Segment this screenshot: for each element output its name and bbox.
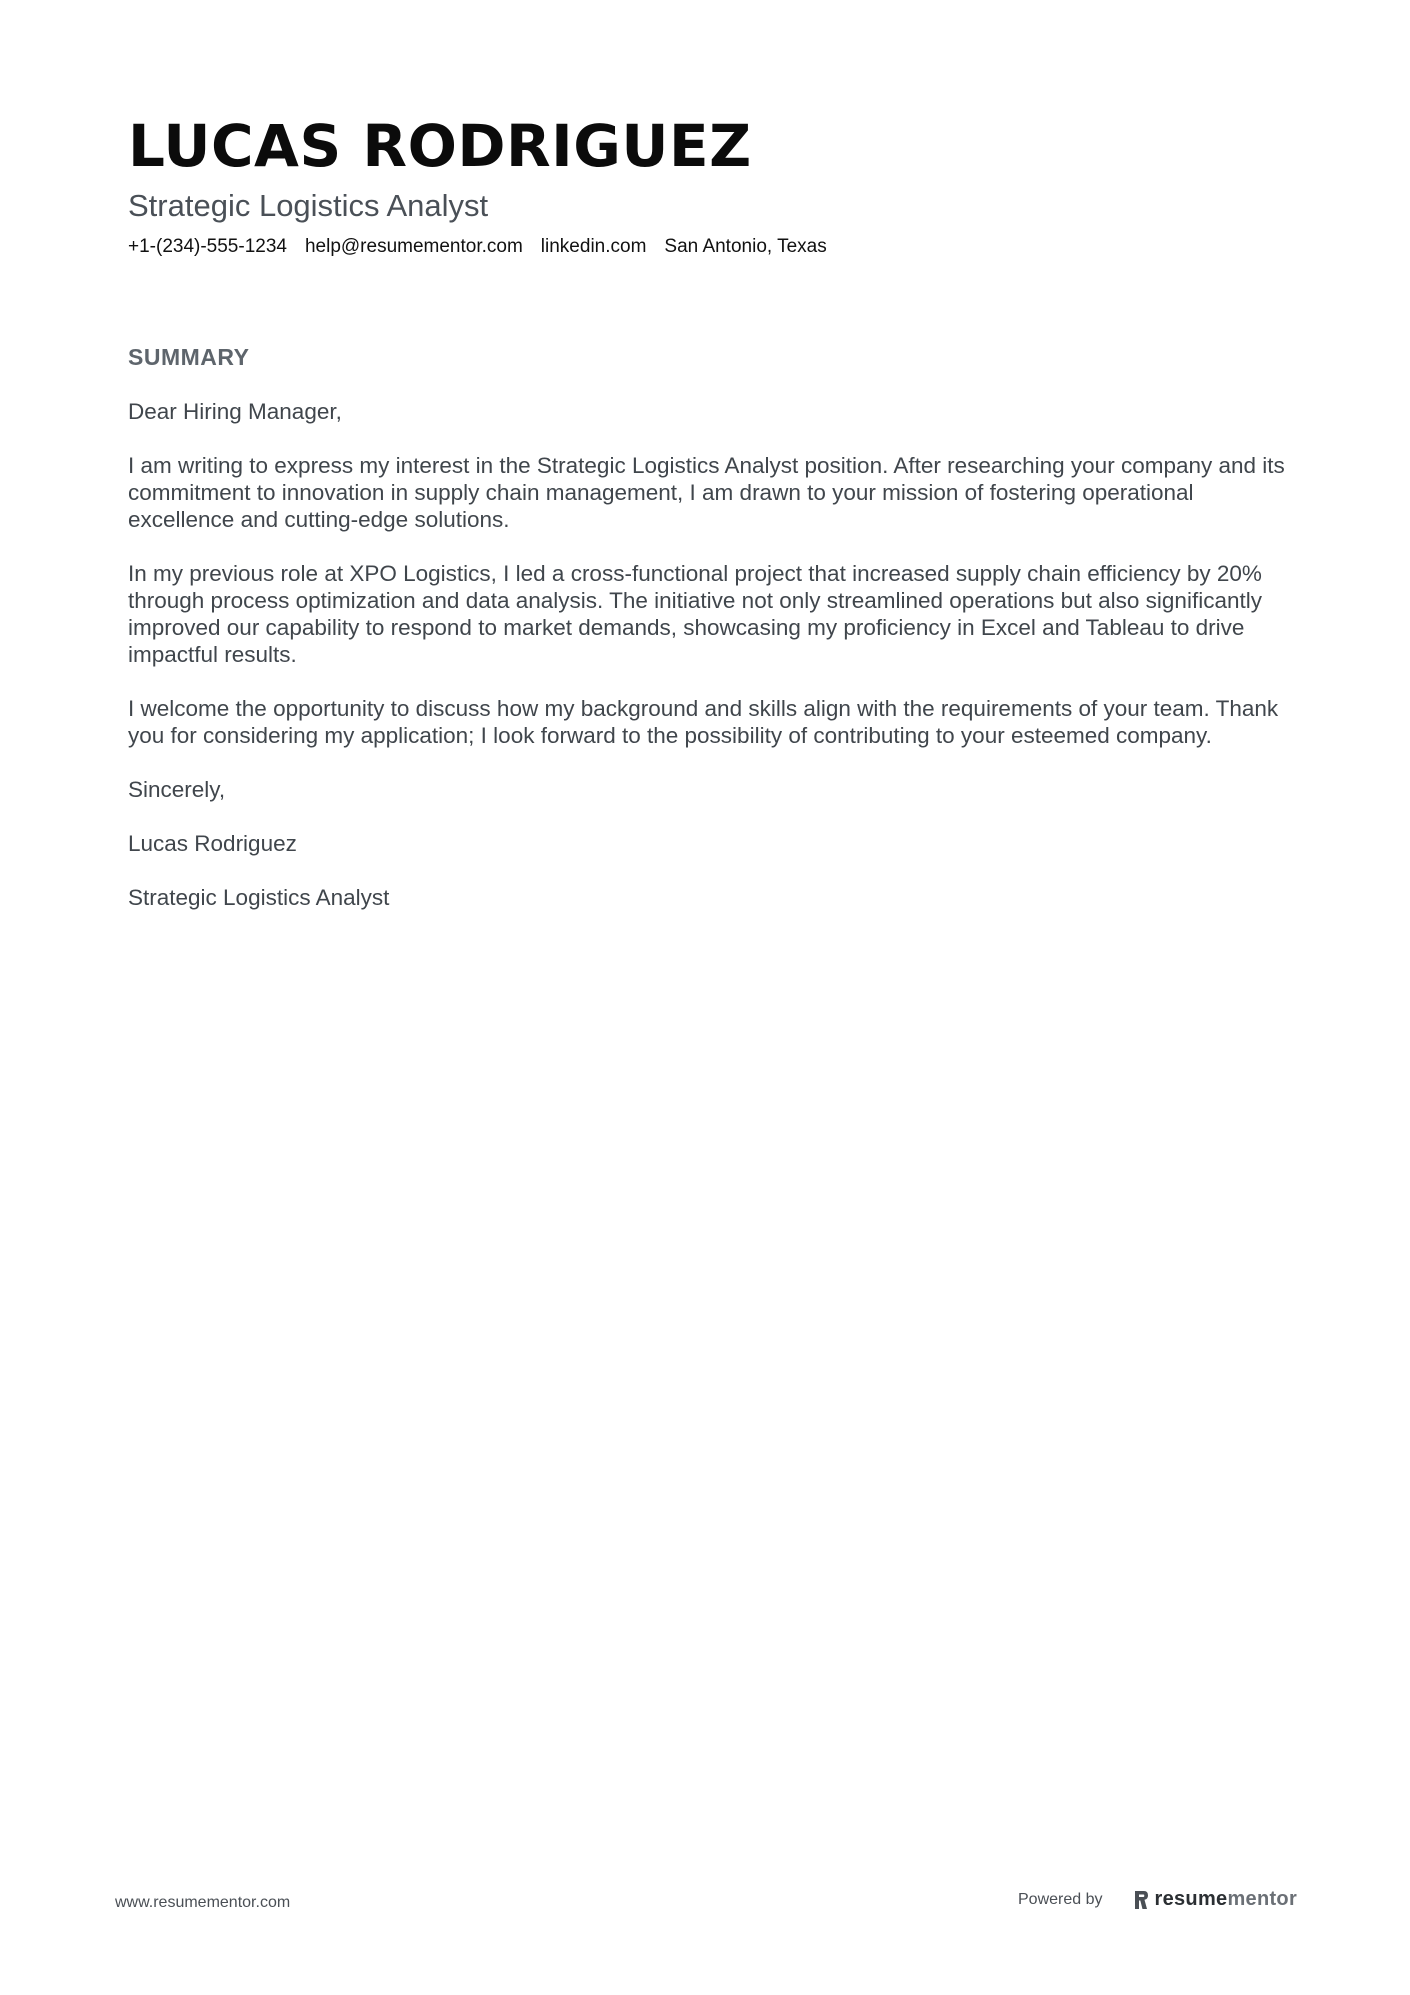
contact-info [128, 234, 1288, 260]
brand-logo[interactable] [1133, 1888, 1298, 1911]
contact-linkedin[interactable]: linkedin.com [540, 236, 647, 257]
resumementor-logo-icon [1133, 1890, 1149, 1910]
contact-phone[interactable]: +1-(234)-555-1234 [128, 236, 287, 257]
section-heading-summary: SUMMARY [128, 344, 250, 370]
contact-email[interactable]: help@resumementor.com [304, 236, 523, 257]
letter-paragraph-1: I am writing to express my interest in the Strategic Logistics Analyst position. After researching your company and its commitment to innovation in supply chain management, I am drawn to your mission of fostering operational excellence and cutting-edge solutions. [128, 453, 1285, 532]
signature-name: Lucas Rodriguez [128, 831, 297, 856]
footer-branding [1018, 1888, 1297, 1911]
letter-body [128, 398, 1298, 938]
brand-name-part-2: mentor [1227, 1888, 1298, 1910]
header [128, 112, 1288, 260]
footer-website-link[interactable]: www.resumementor.com [115, 1894, 291, 1911]
letter-closing: Sincerely, [128, 777, 226, 802]
powered-by-label: Powered by [1018, 1890, 1103, 1908]
candidate-title: Strategic Logistics Analyst [128, 188, 489, 223]
brand-name-part-1: resume [1154, 1888, 1228, 1910]
letter-paragraph-3: I welcome the opportunity to discuss how my background and skills align with the requirements of your team. Thank you for considering my application; I look forward to the possibility of contributing to your esteemed company. [128, 696, 1279, 748]
contact-location: San Antonio, Texas [664, 236, 827, 257]
letter-paragraph-2: In my previous role at XPO Logistics, I led a cross-functional project that increased supply chain efficiency by 20% through process optimization and data analysis. The initiative not only streamlined operations but also significantly improved our capability to respond to market demands, showcasing my proficiency in Excel and Tableau to drive impactful results. [128, 561, 1262, 667]
candidate-name: LUCAS RODRIGUEZ [128, 112, 752, 180]
letter-greeting: Dear Hiring Manager, [128, 399, 342, 424]
signature-title: Strategic Logistics Analyst [128, 885, 390, 910]
